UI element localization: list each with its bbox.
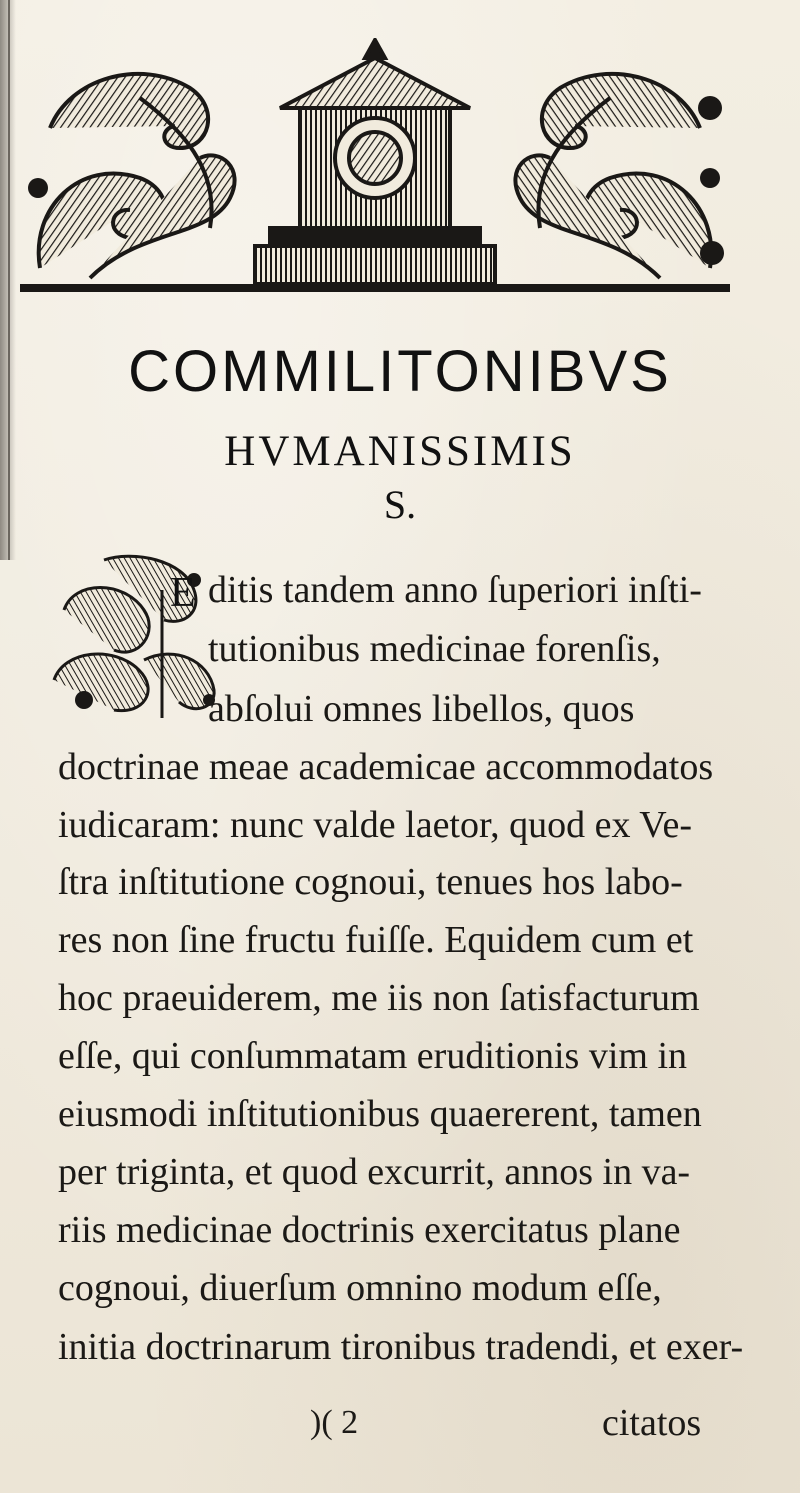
body-line: doctrinae meae academicae accommodatos [58, 746, 714, 788]
body-line: initia doctrinarum tironibus tradendi, et exer- [58, 1326, 744, 1368]
dedication-title: COMMILITONIBVS [128, 339, 672, 404]
body-line: res non ſine fructu fuiſſe. Equidem cum et [58, 919, 694, 961]
body-line: riis medicinae doctrinis exercitatus plane [58, 1209, 681, 1251]
body-line: per triginta, et quod excurrit, annos in va- [58, 1151, 691, 1193]
page-binding-edge [0, 0, 16, 560]
ornamental-headpiece-icon [20, 38, 730, 296]
body-line: eſſe, qui conſummatam eruditionis vim in [58, 1035, 688, 1077]
body-line: iudicaram: nunc valde laetor, quod ex Ve- [58, 804, 693, 846]
dedication-subtitle: HVMANISSIMIS [224, 428, 576, 475]
body-line: abſolui omnes libellos, quos [208, 688, 635, 730]
body-line: eiusmodi inſtitutionibus quaererent, tamen [58, 1093, 702, 1135]
body-line: cognoui, diuerſum omnino modum eſſe, [58, 1267, 662, 1309]
body-line: ditis tandem anno ſuperiori inſti- [208, 569, 702, 611]
body-line: hoc praeuiderem, me iis non ſatisfacturum [58, 977, 700, 1019]
initial-letter: E [170, 570, 196, 616]
salutation: S. [383, 482, 417, 527]
catchword: citatos [602, 1402, 702, 1444]
body-line: ſtra inſtitutione cognoui, tenues hos labo- [58, 861, 683, 903]
binding-line [8, 0, 10, 560]
body-line: tutionibus medicinae forenſis, [208, 628, 661, 670]
signature-mark: )( 2 [310, 1404, 359, 1441]
